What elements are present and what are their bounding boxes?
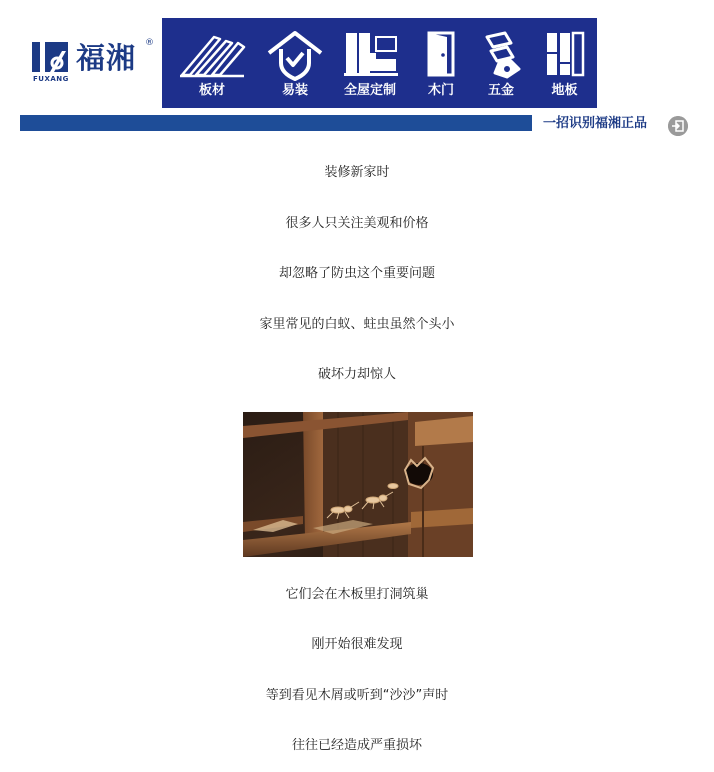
registered-mark: ® [145, 38, 154, 48]
category-label: 五金 [487, 83, 514, 98]
category-label: 板材 [198, 83, 225, 98]
article-paragraph: 装修新家时 [324, 165, 390, 180]
article-paragraph: 它们会在木板里打洞筑巢 [285, 587, 429, 602]
category-label: 木门 [427, 83, 454, 98]
article-paragraph: 很多人只关注美观和价格 [285, 216, 429, 231]
category-hardware[interactable] [470, 18, 532, 108]
article-paragraph: 却忽略了防虫这个重要问题 [278, 266, 435, 281]
shield-home-icon [265, 29, 325, 81]
board-icon [176, 29, 248, 81]
category-floor[interactable] [532, 18, 597, 108]
article-paragraph: 往往已经造成严重损坏 [291, 738, 422, 753]
termite-damage-photo [243, 412, 473, 557]
wardrobe-bed-icon [340, 29, 400, 81]
category-easy-install[interactable] [262, 18, 328, 108]
door-icon [421, 29, 461, 81]
category-board[interactable] [162, 18, 262, 108]
category-label: 地板 [551, 83, 578, 98]
hardware-icon [477, 29, 525, 81]
slogan-link[interactable]: 一招识别福湘正品 [543, 116, 648, 131]
brand-name-en: FUXANG [33, 75, 69, 83]
brand-logo-icon [32, 42, 68, 72]
floor-icon [541, 29, 589, 81]
category-label: 易装 [281, 83, 308, 98]
enter-icon[interactable] [668, 116, 688, 136]
category-nav [162, 18, 597, 108]
category-whole-house[interactable] [328, 18, 412, 108]
category-door[interactable] [412, 18, 470, 108]
category-label: 全屋定制 [343, 83, 396, 98]
article-paragraph: 破坏力却惊人 [317, 367, 396, 382]
brand-logo[interactable] [32, 40, 157, 86]
article-paragraph: 家里常见的白蚁、蛀虫虽然个头小 [259, 317, 455, 332]
header-stripe [20, 115, 532, 131]
article-paragraph: 等到看见木屑或听到“沙沙”声时 [265, 688, 449, 703]
brand-name: 福湘 [76, 41, 137, 75]
article-paragraph: 刚开始很难发现 [311, 637, 403, 652]
